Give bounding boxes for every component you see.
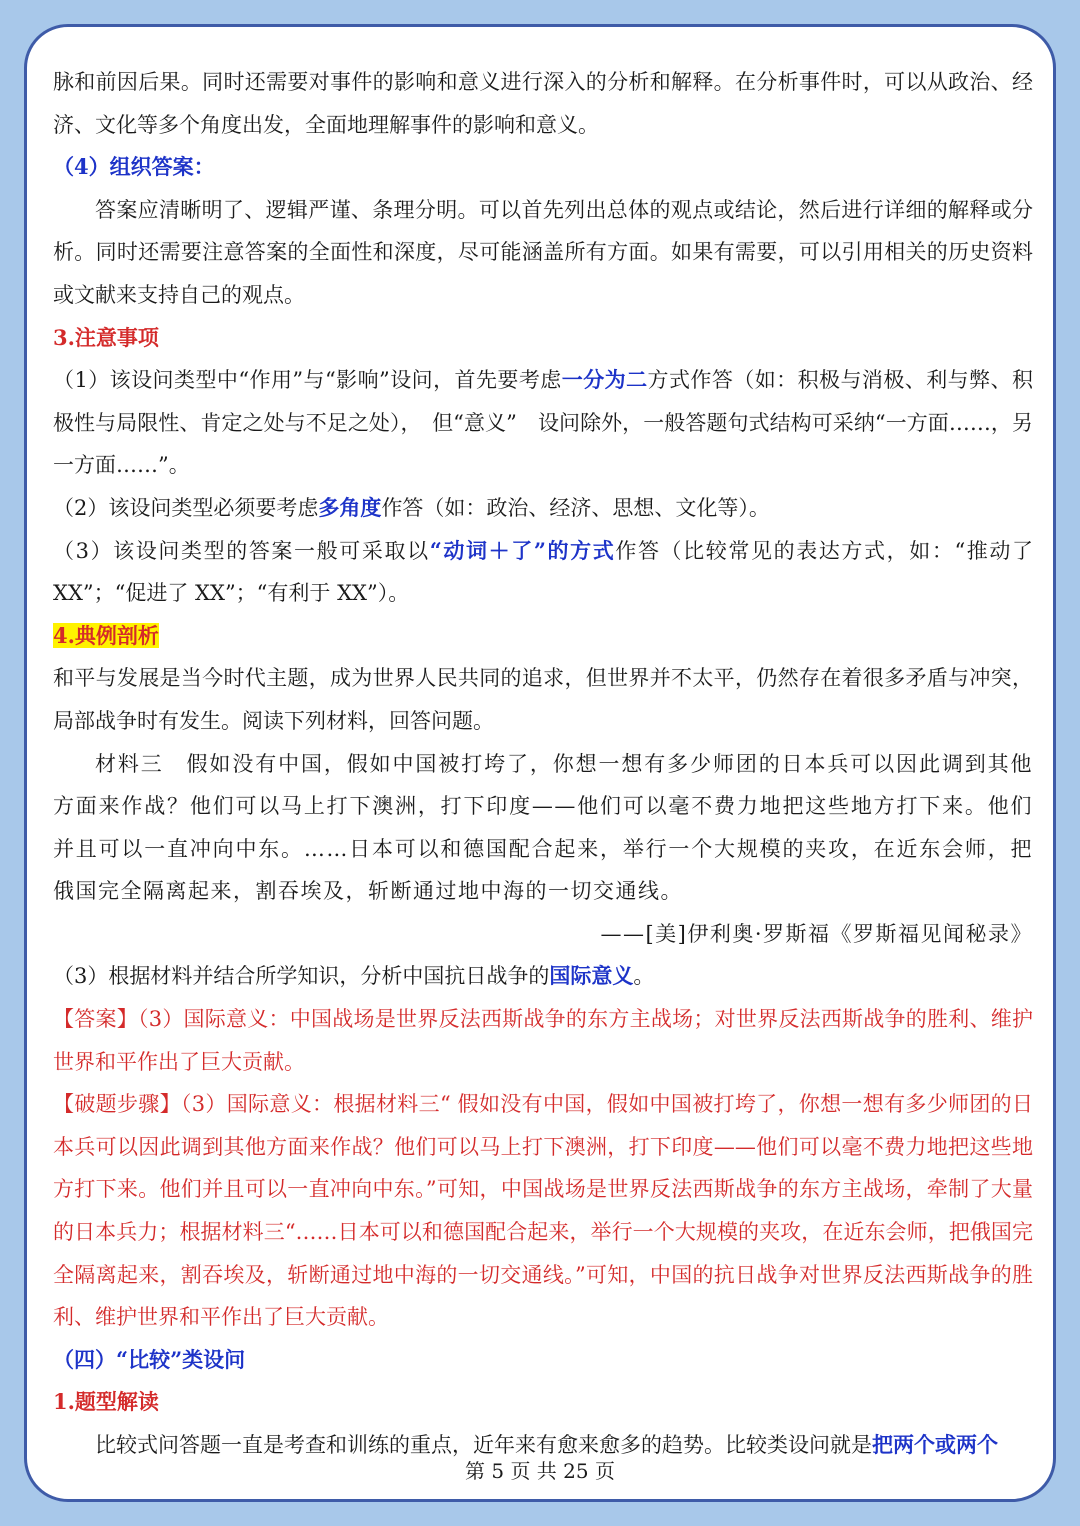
heading-example [53, 615, 1033, 658]
material-three: 材料三 假如没有中国，假如中国被打垮了，你想一想有多少师团的日本兵可以因此调到其他方面来作战？他们可以马上打下澳洲，打下印度——他们可以毫不费力地把这些地方打下来。他们并且可以一直冲向中东。……日本可以和德国配合起来，举行一个大规模的夹攻，在近东会师，把俄国完全隔离起来，割吞埃及，斩断通过地中海的一切交通线。 [53, 751, 1033, 904]
paragraph-organize-answer: 答案应清晰明了、逻辑严谨、条理分明。可以首先列出总体的观点或结论，然后进行详细的解释或分析。同时还需要注意答案的全面性和深度，尽可能涵盖所有方面。如果有需要，可以引用相关的历史资料或文献来支持自己的观点。 [53, 197, 1033, 307]
steps-paragraph [53, 1083, 1033, 1339]
comparison-text: 比较式问答题一直是考查和训练的重点，近年来有愈来愈多的趋势。比较类设问就是 [95, 1433, 872, 1457]
heading-notes: 3.注意事项 [53, 324, 159, 350]
note-1-text-c: 方式作答（如：积极与消极、利与弊、积极性与局限性、肯定之处与不足之处）， 但“意义” 设问除外，一般答题句式结构可采纳“一方面……，另一方面……”。 [53, 368, 1033, 478]
note-2 [53, 487, 1033, 530]
steps-tag: 【破题步骤】 [53, 1092, 181, 1117]
heading-section-4: （四）“比较”类设问 [53, 1346, 246, 1372]
note-3 [53, 530, 1033, 615]
heading-type-reading: 1.题型解读 [53, 1389, 159, 1415]
note-2-keyword: 多角度 [318, 494, 382, 520]
material-source: ——[美]伊利奥·罗斯福《罗斯福见闻秘录》 [600, 921, 1033, 946]
note-1 [53, 359, 1033, 487]
comparison-keyword: 把两个或两个 [872, 1432, 998, 1457]
question-3-keyword: 国际意义 [549, 963, 634, 989]
document-content [53, 61, 1033, 1467]
steps-text: （3）国际意义：根据材料三“ 假如没有中国，假如中国被打垮了，你想一想有多少师团的日本兵可以因此调到其他方面来作战？他们可以马上打下澳洲，打下印度——他们可以毫不费力地把这些地方打下来。他们并且可以一直冲向中东。”可知，中国战场是世界反法西斯战争的东方主战场，牵制了大量的日本兵力；根据材料三“……日本可以和德国配合起来，举行一个大规模的夹攻，在近东会师，把俄国完全隔离起来，割吞埃及，斩断通过地中海的一切交通线。”可知，中国的抗日战争对世界反法西斯战争的胜利、维护世界和平作出了巨大贡献。 [53, 1092, 1033, 1330]
page-number-footer: 第 5 页 共 25 页 [465, 1459, 615, 1483]
answer-tag: 【答案】 [53, 1007, 138, 1032]
example-intro: 和平与发展是当今时代主题，成为世界人民共同的追求，但世界并不太平，仍然存在着很多矛盾与冲突，局部战争时有发生。阅读下列材料，回答问题。 [53, 666, 1033, 733]
note-1-keyword: 一分为二 [561, 367, 648, 393]
question-3-end: 。 [633, 964, 655, 989]
answer-text: （3）国际意义：中国战场是世界反法西斯战争的东方主战场；对世界反法西斯战争的胜利、维护世界和平作出了巨大贡献。 [53, 1007, 1033, 1074]
answer-paragraph [53, 998, 1033, 1083]
paragraph-analysis-cont: 脉和前因后果。同时还需要对事件的影响和意义进行深入的分析和解释。在分析事件时，可以从政治、经济、文化等多个角度出发，全面地理解事件的影响和意义。 [53, 70, 1033, 137]
note-1-text-a: （1）该设问类型中“作用”与“影响”设问，首先要考虑 [53, 368, 562, 393]
document-page [24, 24, 1056, 1502]
note-2-text-c: 作答（如：政治、经济、思想、文化等）。 [381, 495, 770, 520]
note-3-text-c: 作答（比较常见的表达方式，如：“推动了 XX”；“促进了 XX”；“有利于 XX”）。 [53, 538, 1034, 606]
question-3-text: （3）根据材料并结合所学知识，分析中国抗日战争的 [53, 964, 550, 989]
heading-organize-answer: （4）组织答案： [53, 154, 215, 180]
question-3 [53, 955, 1033, 998]
note-2-text-a: （2）该设问类型必须要考虑 [53, 495, 319, 520]
note-3-keyword: “动词＋了”的方式 [429, 537, 616, 563]
heading-example-label: 4.典例剖析 [53, 622, 159, 648]
note-3-text-a: （3）该设问类型的答案一般可采取以 [53, 538, 430, 563]
